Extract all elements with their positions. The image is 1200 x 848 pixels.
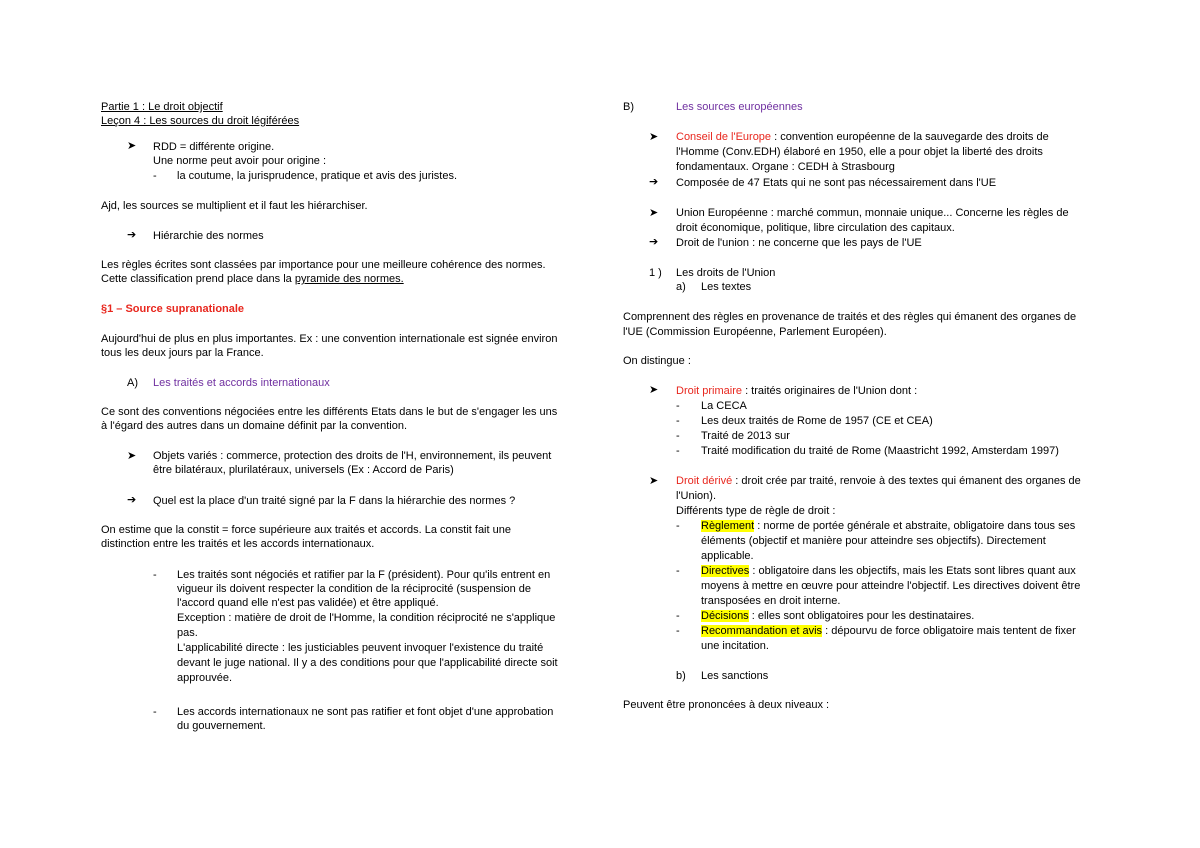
traites-line-2: vigueur ils doivent respecter la condition de la réciprocité (suspension de [177, 583, 532, 595]
primaire-item-1: La CECA [701, 400, 747, 412]
quel-text: Quel est la place d'un traité signé par la F dans la hiérarchie des normes ? [153, 495, 516, 507]
right-arrow-icon: ➔ [127, 229, 137, 241]
conseil-line-2: l'Homme (Conv.EDH) élaboré en 1950, elle a pour objet la liberté des droits [676, 146, 1043, 158]
regles-line-1: Les règles écrites sont classées par importance pour une meilleure cohérence des normes. [101, 259, 546, 271]
comprennent-line-1: Comprennent des règles en provenance de traités et des règles qui émanent des organes de [623, 311, 1077, 323]
decisions-line [701, 609, 974, 623]
primaire-rest: : traités originaires de l'Union dont : [742, 385, 918, 397]
pyramide-link: pyramide des normes. [294, 273, 404, 285]
rdd-text: RDD = différente origine. [153, 141, 275, 153]
dash-bullet-icon: - [676, 415, 680, 427]
recommandation-line-1 [701, 624, 1076, 638]
recommandation-line-2: une incitation. [701, 640, 769, 652]
sanctions-heading: Les sanctions [701, 670, 769, 682]
traites-line-4: Exception : matière de droit de l'Homme, la condition réciprocité ne s'applique [177, 612, 556, 624]
decisions-rest: : elles sont obligatoires pour les destinataires. [748, 610, 975, 622]
conseil-line-3: fondamentaux. Organe : CEDH à Strasbourg [676, 161, 895, 173]
sub-b-number: B) [623, 101, 634, 113]
arrowhead-bullet-icon: ➤ [127, 450, 137, 462]
estime-line-2: distinction entre les traités et les accords internationaux. [101, 538, 375, 550]
dash-bullet-icon: - [153, 706, 157, 718]
objets-line-2: être bilatéraux, plurilatéraux, universels (Ex : Accord de Paris) [153, 464, 454, 476]
sub-b-small-number: b) [676, 670, 686, 682]
union-line-1: Union Européenne : marché commun, monnaie unique... Concerne les règles de [676, 207, 1069, 219]
traites-line-7: devant le juge national. Il y a des conditions pour que l'applicabilité directe soit [177, 657, 558, 669]
decisions-label: Décisions [701, 610, 749, 622]
primaire-item-4: Traité modification du traité de Rome (Maastricht 1992, Amsterdam 1997) [701, 445, 1059, 457]
lesson-title: Leçon 4 : Les sources du droit légiférées [101, 115, 300, 127]
arrowhead-bullet-icon: ➤ [649, 384, 659, 396]
norme-text: Une norme peut avoir pour origine : [153, 155, 327, 167]
reglement-line-3: applicable. [701, 550, 754, 562]
ajd-text: Ajd, les sources se multiplient et il faut les hiérarchiser. [101, 200, 368, 212]
reglement-line-1 [701, 519, 1075, 533]
reglement-line-2: éléments (objectif et manière pour atteindre ses objectifs). Directement [701, 535, 1046, 547]
sub-a-number: A) [127, 377, 138, 389]
traites-line-5: pas. [177, 627, 198, 639]
recommandation-rest: : dépourvu de force obligatoire mais tentent de fixer [822, 625, 1076, 637]
peuvent-text: Peuvent être prononcées à deux niveaux : [623, 699, 830, 711]
reglement-rest: : norme de portée générale et abstraite, obligatoire dans tous ses [754, 520, 1076, 532]
right-column [623, 0, 1098, 848]
arrowhead-bullet-icon: ➤ [649, 207, 659, 219]
droits-union-heading: Les droits de l'Union [676, 267, 776, 279]
droit-union-text: Droit de l'union : ne concerne que les pays de l'UE [676, 237, 922, 249]
directives-label: Directives [701, 565, 750, 577]
recommandation-label: Recommandation et avis [701, 625, 823, 637]
regles-line-2 [101, 272, 404, 286]
derive-rest: : droit crée par traité, renvoie à des textes qui émanent des organes de [732, 475, 1081, 487]
right-arrow-icon: ➔ [649, 236, 659, 248]
derive-label: Droit dérivé [676, 475, 733, 487]
sub-b-heading: Les sources européennes [676, 101, 803, 113]
aujourdhui-line-1: Aujourd'hui de plus en plus importantes. Ex : une convention internationale est signée environ [101, 333, 558, 345]
accords-line-1: Les accords internationaux ne sont pas ratifier et font objet d'une approbation [177, 706, 554, 718]
arrowhead-bullet-icon: ➤ [649, 475, 659, 487]
comprennent-line-2: l'UE (Commission Européenne, Parlement Européen). [623, 326, 887, 338]
dash-bullet-icon: - [676, 610, 680, 622]
dash-bullet-icon: - [676, 520, 680, 532]
dash-bullet-icon: - [153, 170, 157, 182]
dash-bullet-icon: - [676, 430, 680, 442]
conv-line-2: à l'égard des autres dans un domaine définit par la convention. [101, 420, 408, 432]
dash-bullet-icon: - [676, 445, 680, 457]
part-title: Partie 1 : Le droit objectif [101, 101, 223, 113]
dash-bullet-icon: - [153, 569, 157, 581]
directives-rest: : obligatoire dans les objectifs, mais les Etats sont libres quant aux [749, 565, 1076, 577]
traites-line-6: L'applicabilité directe : les justiciables peuvent invoquer l'existence du traité [177, 642, 544, 654]
right-arrow-icon: ➔ [649, 176, 659, 188]
dash-bullet-icon: - [676, 625, 680, 637]
distingue-text: On distingue : [623, 355, 691, 367]
accords-line-2: du gouvernement. [177, 720, 266, 732]
conseil-rest: : convention européenne de la sauvegarde des droits de [771, 131, 1049, 143]
directives-line-3: transposées en droit interne. [701, 595, 841, 607]
arrowhead-bullet-icon: ➤ [649, 131, 659, 143]
conseil-line-1 [676, 130, 1049, 144]
derive-line-1 [676, 474, 1081, 488]
aujourdhui-line-2: tous les deux jours par la France. [101, 347, 264, 359]
traites-line-3: l'accord quand elle n'est pas validée) et être appliqué. [177, 597, 439, 609]
traites-line-1: Les traités sont négociés et ratifier par la F (président). Pour qu'ils entrent en [177, 569, 551, 581]
composee-text: Composée de 47 Etats qui ne sont pas nécessairement dans l'UE [676, 177, 997, 189]
estime-line-1: On estime que la constit = force supérieure aux traités et accords. La constit fait une [101, 524, 511, 536]
arrowhead-bullet-icon: ➤ [127, 140, 137, 152]
directives-line-1 [701, 564, 1076, 578]
traites-line-8: approuvée. [177, 672, 233, 684]
primaire-label: Droit primaire [676, 385, 743, 397]
differents-text: Différents type de règle de droit : [676, 505, 836, 517]
conseil-label: Conseil de l'Europe [676, 131, 772, 143]
reglement-label: Règlement [701, 520, 755, 532]
left-column [101, 0, 576, 848]
union-line-2: droit économique, politique, libre circulation des capitaux. [676, 222, 955, 234]
dash-bullet-icon: - [676, 400, 680, 412]
primaire-item-3: Traité de 2013 sur [701, 430, 790, 442]
objets-line-1: Objets variés : commerce, protection des droits de l'H, environnement, ils peuvent [153, 450, 552, 462]
coutume-text: la coutume, la jurisprudence, pratique et avis des juristes. [177, 170, 458, 182]
conv-line-1: Ce sont des conventions négociées entre les différents Etats dans le but de s'engager les uns [101, 406, 558, 418]
directives-line-2: moyens à mettre en œuvre pour atteindre l'objectif. Les directives doivent être [701, 580, 1081, 592]
sub-a-small-number: a) [676, 281, 686, 293]
primaire-item-2: Les deux traités de Rome de 1957 (CE et CEA) [701, 415, 933, 427]
dash-bullet-icon: - [676, 565, 680, 577]
textes-heading: Les textes [701, 281, 752, 293]
derive-line-2: l'Union). [676, 490, 717, 502]
sub-a-heading: Les traités et accords internationaux [153, 377, 330, 389]
hierarchie-text: Hiérarchie des normes [153, 230, 264, 242]
regles-prefix: Cette classification prend place dans la [101, 273, 295, 285]
num-1: 1 ) [649, 267, 662, 279]
right-arrow-icon: ➔ [127, 494, 137, 506]
section-heading: §1 – Source supranationale [101, 303, 245, 315]
primaire-line [676, 384, 917, 398]
